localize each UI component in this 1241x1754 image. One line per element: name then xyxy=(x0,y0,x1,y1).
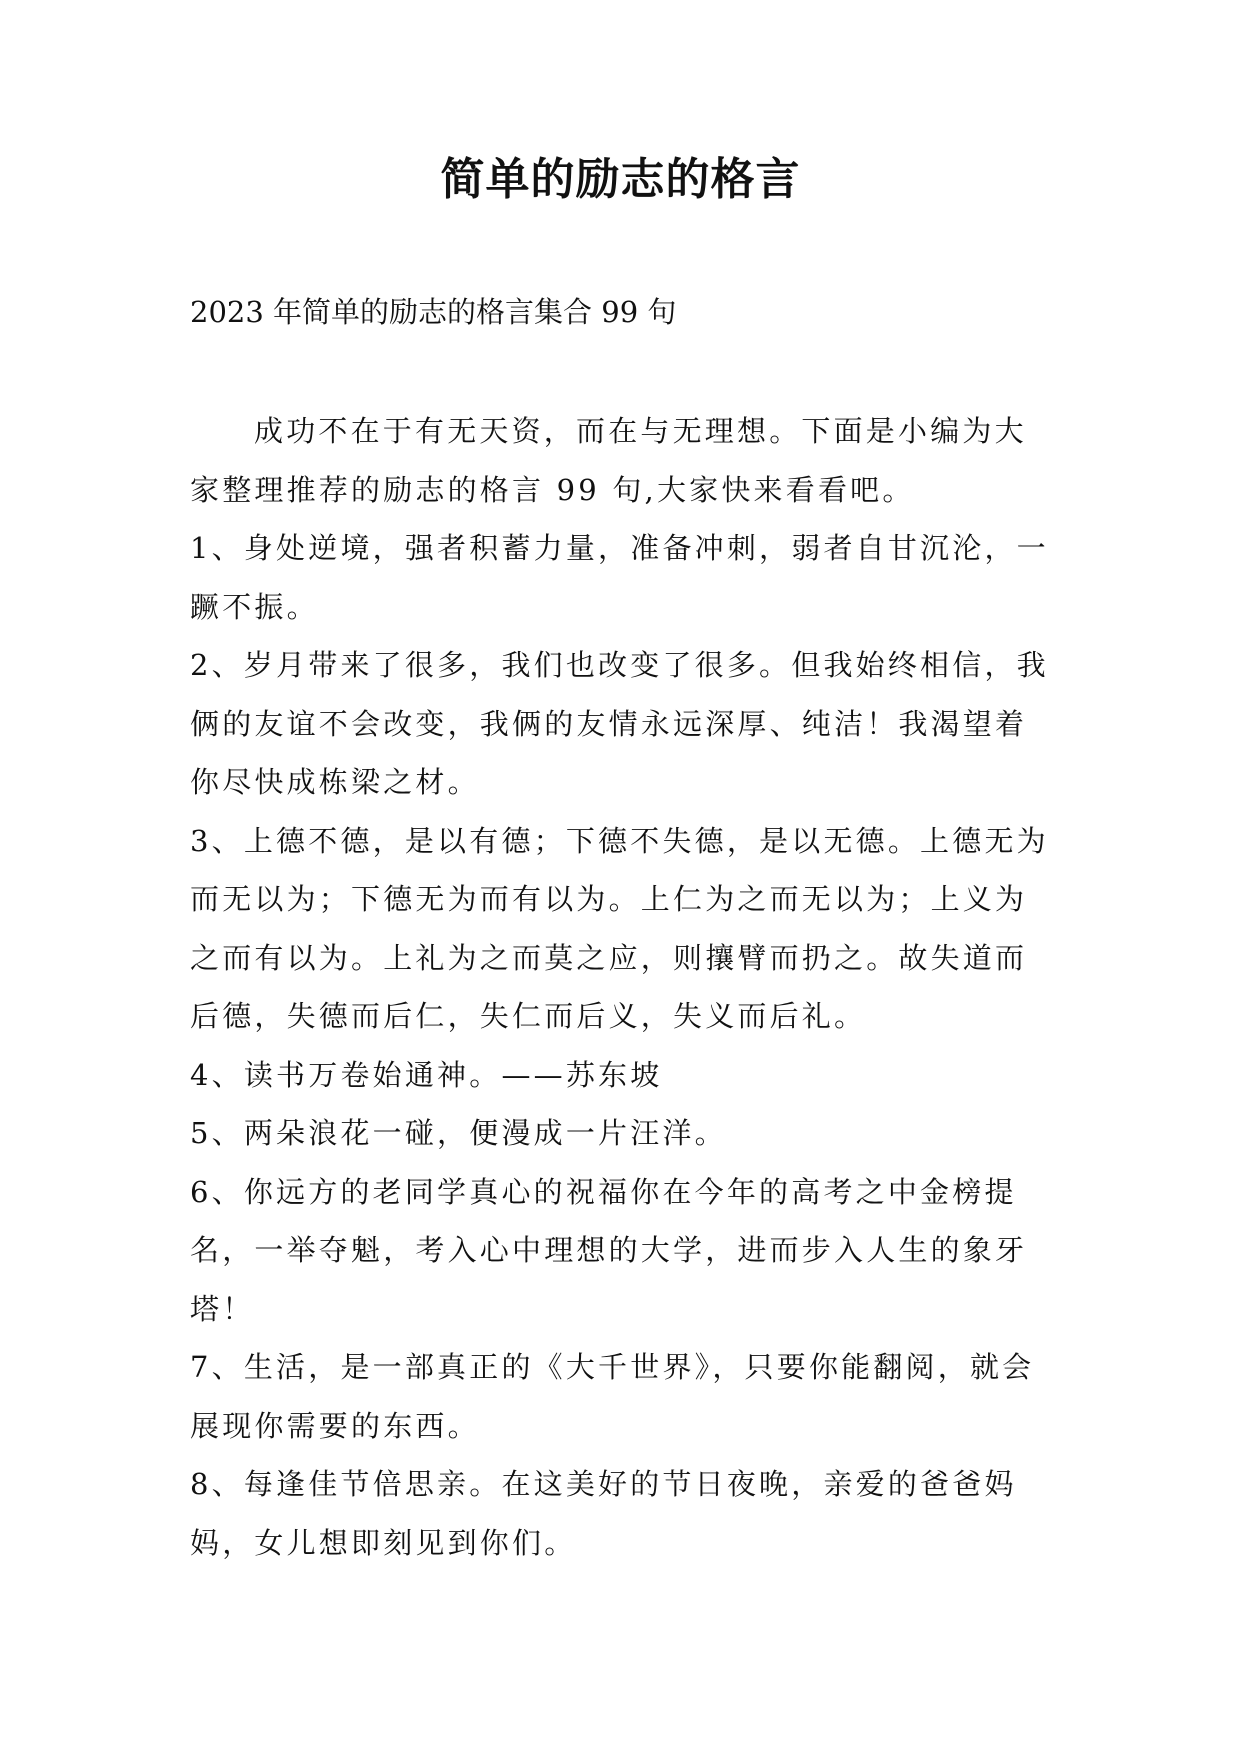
quote-item-8: 8、每逢佳节倍思亲。在这美好的节日夜晚，亲爱的爸爸妈妈，女儿想即刻见到你们。 xyxy=(190,1467,1017,1560)
quote-item-1: 1、身处逆境，强者积蓄力量，准备冲刺，弱者自甘沉沦，一蹶不振。 xyxy=(190,531,1049,624)
document-title: 简单的励志的格言 xyxy=(440,154,801,205)
intro-paragraph: 成功不在于有无天资，而在与无理想。下面是小编为大家整理推荐的励志的格言 99 句,大家快来看看吧。 xyxy=(190,414,1027,507)
quote-item-7: 7、生活，是一部真正的《大千世界》，只要你能翻阅，就会展现你需要的东西。 xyxy=(190,1350,1035,1443)
quote-item-3: 3、上德不德，是以有德；下德不失德，是以无德。上德无为而无以为；下德无为而有以为。上仁为之而无以为；上义为之而有以为。上礼为之而莫之应，则攘臂而扔之。故失道而后德，失德而后仁，失仁而后义，失义而后礼。 xyxy=(190,823,1049,1033)
document-subtitle: 2023 年简单的励志的格言集合 99 句 xyxy=(190,295,677,329)
quote-item-5: 5、两朵浪花一碰，便漫成一片汪洋。 xyxy=(190,1116,727,1150)
quote-item-6: 6、你远方的老同学真心的祝福你在今年的高考之中金榜提名，一举夺魁，考入心中理想的大学，进而步入人生的象牙塔！ xyxy=(190,1174,1028,1326)
quote-item-2: 2、岁月带来了很多，我们也改变了很多。但我始终相信，我俩的友谊不会改变，我俩的友情永远深厚、纯洁！我渴望着你尽快成栋梁之材。 xyxy=(190,648,1049,799)
document-body xyxy=(190,402,1056,1572)
quote-item-4: 4、读书万卷始通神。——苏东坡 xyxy=(190,1057,663,1092)
